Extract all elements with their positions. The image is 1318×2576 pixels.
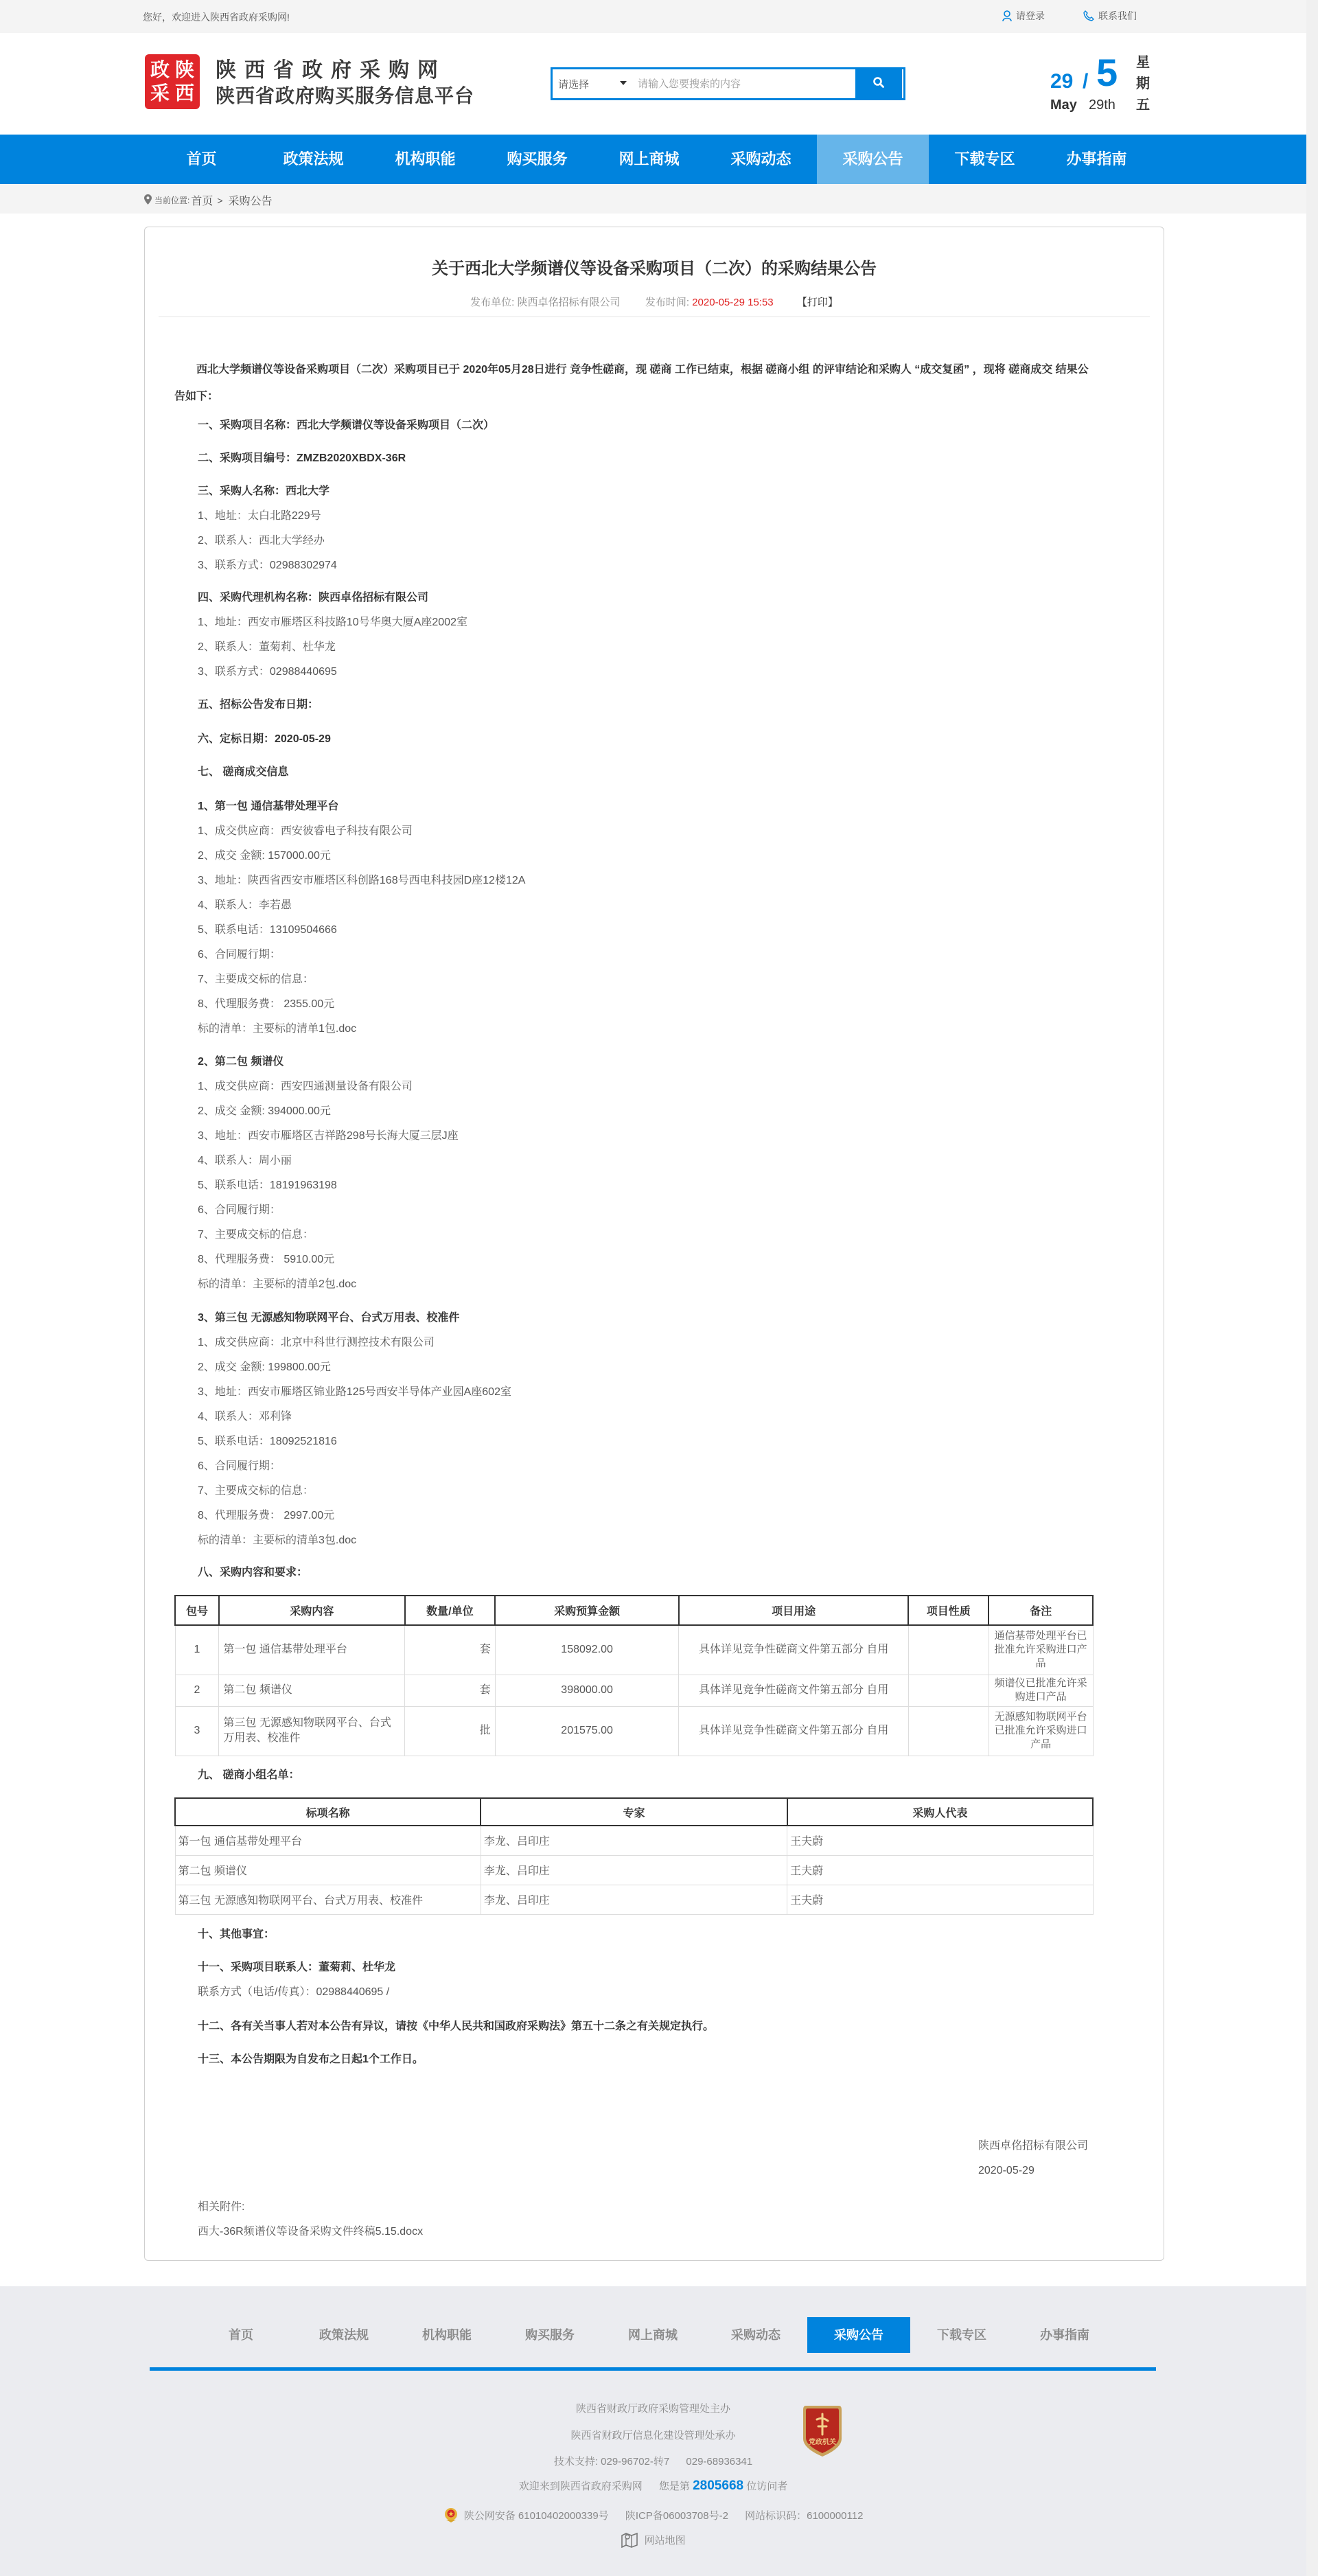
detail-line: 2、联系人：西北大学经办 <box>198 535 325 547</box>
weekday-char: 星 <box>1136 55 1150 70</box>
article-title: 关于西北大学频谱仪等设备采购项目（二次）的采购结果公告 <box>432 260 877 278</box>
breadcrumb-current[interactable]: 采购公告 <box>228 196 273 207</box>
nav-item-guide[interactable]: 办事指南 <box>1066 150 1127 168</box>
intro-paragraph: 西北大学频谱仪等设备采购项目（二次）采购项目已于 2020年05月28日进行 竞争性磋商，现 磋商 工作已结束，根据 磋商小组 的评审结论和采购人 “成交复函” ，现将 磋商成交 结果公告如下： <box>174 364 1089 402</box>
section-heading: 五、招标公告发布日期： <box>198 699 319 711</box>
detail-line: 2、成交 金额: 199800.00元 <box>198 1361 331 1373</box>
table-cell: 王夫蔚 <box>787 1885 1093 1914</box>
section-heading: 二、采购项目编号：ZMZB2020XBDX-36R <box>198 452 406 464</box>
table-cell: 批 <box>405 1706 496 1756</box>
date-month: May <box>1050 97 1077 113</box>
table-cell: 李龙、吕印庄 <box>481 1885 787 1914</box>
footer-welcome: 欢迎来到陕西省政府采购网 <box>518 2481 643 2492</box>
detail-line[interactable]: 标的清单：主要标的清单1包.doc <box>198 1023 357 1035</box>
nav-item-online-mall[interactable]: 网上商城 <box>618 150 680 168</box>
section-heading: 十三、本公告期限为自发布之日起1个工作日。 <box>198 2054 424 2065</box>
column-header: 标项名称 <box>175 1798 481 1826</box>
date-weekday-number: 5 <box>1096 51 1118 94</box>
nav-item-institutions[interactable]: 机构职能 <box>395 150 456 168</box>
section-heading: 十、其他事宜： <box>198 1929 275 1940</box>
visitor-count: 2805668 <box>693 2479 744 2493</box>
nav-item-procurement-notices[interactable]: 采购公告 <box>817 135 929 184</box>
table-cell: 李龙、吕印庄 <box>481 1855 787 1885</box>
table-cell: 具体详见竞争性磋商文件第五部分 自用 <box>679 1625 908 1675</box>
login-link[interactable] <box>1002 9 1045 23</box>
table-cell: 李龙、吕印庄 <box>481 1826 787 1855</box>
table-cell: 王夫蔚 <box>787 1855 1093 1885</box>
table-cell: 套 <box>405 1625 496 1675</box>
table-row <box>175 1885 1093 1914</box>
table-row <box>175 1675 1093 1706</box>
table-header-row <box>175 1596 1093 1625</box>
weekday-char: 五 <box>1136 97 1150 113</box>
detail-line: 4、联系人：李若愚 <box>198 899 292 911</box>
footer-nav-procurement-news[interactable]: 采购动态 <box>731 2328 781 2342</box>
publisher: 陕西卓佲招标有限公司 <box>517 297 621 308</box>
table-cell: 王夫蔚 <box>787 1826 1093 1855</box>
date-weekday <box>1135 52 1151 116</box>
table-row <box>175 1826 1093 1855</box>
badge-text: 党政机关 <box>809 2439 836 2446</box>
search-input[interactable] <box>635 69 855 98</box>
visitor-suffix: 位访问者 <box>746 2481 788 2492</box>
detail-line: 5、联系电话：18092521816 <box>198 1436 337 1447</box>
detail-line: 8、代理服务费： 2997.00元 <box>198 1510 335 1521</box>
detail-line[interactable]: 标的清单：主要标的清单3包.doc <box>198 1534 357 1546</box>
footer-nav-policy[interactable]: 政策法规 <box>319 2328 369 2342</box>
detail-line: 6、合同履行期： <box>198 1460 281 1472</box>
support-label: 技术支持: <box>553 2456 598 2468</box>
column-header: 项目用途 <box>679 1596 908 1625</box>
footer-nav-online-mall[interactable]: 网上商城 <box>628 2328 678 2342</box>
column-header: 采购人代表 <box>787 1798 1093 1826</box>
detail-line: 联系方式（电话/传真）：02988440695 / <box>198 1986 390 1998</box>
table-cell: 第一包 通信基带处理平台 <box>175 1826 481 1855</box>
detail-line: 1、成交供应商：西安彼睿电子科技有限公司 <box>198 825 413 837</box>
section-heading: 2、第二包 频谱仪 <box>198 1056 284 1068</box>
support-phone: 029-68936341 <box>686 2456 753 2468</box>
table-cell <box>908 1625 988 1675</box>
table-header-row <box>175 1798 1093 1826</box>
search-category-value: 请选择 <box>558 78 590 91</box>
section-heading: 十二、各有关当事人若对本公告有异议，请按《中华人民共和国政府采购法》第五十二条之有关规定执行。 <box>198 2021 715 2032</box>
table-row <box>175 1625 1093 1675</box>
date-slash: / <box>1083 70 1089 93</box>
footer-organizer: 陕西省财政厅政府采购管理处主办 <box>575 2403 730 2415</box>
section-heading: 十一、采购项目联系人：董菊莉、杜华龙 <box>198 1962 396 1973</box>
publish-time: 2020-05-29 15:53 <box>692 297 774 308</box>
detail-line: 6、合同履行期： <box>198 1204 281 1216</box>
footer-nav-downloads[interactable]: 下载专区 <box>937 2328 986 2342</box>
site-footer <box>0 2286 1306 2576</box>
user-icon <box>1002 10 1012 21</box>
table-cell: 套 <box>405 1675 496 1706</box>
section-heading: 九、 磋商小组名单： <box>198 1769 300 1781</box>
column-header: 专家 <box>481 1798 787 1826</box>
section-heading: 六、定标日期：2020-05-29 <box>198 733 331 745</box>
section-heading: 3、第三包 无源感知物联网平台、台式万用表、校准件 <box>198 1312 460 1324</box>
article-meta <box>145 295 1164 309</box>
detail-line: 3、联系方式：02988302974 <box>198 560 337 571</box>
main-nav <box>0 135 1306 184</box>
date-display <box>1050 48 1160 124</box>
welcome-text: 您好，欢迎进入陕西省政府采购网! <box>143 12 290 23</box>
procurement-table <box>174 1595 1094 1756</box>
detail-line: 7、主要成交标的信息： <box>198 1485 314 1497</box>
breadcrumb-separator: > <box>217 194 223 206</box>
contact-label: 联系我们 <box>1098 10 1137 21</box>
nav-item-downloads[interactable]: 下载专区 <box>954 150 1015 168</box>
detail-line: 1、成交供应商：北京中科世行测控技术有限公司 <box>198 1337 435 1348</box>
panel-table <box>174 1797 1094 1915</box>
scrollbar[interactable] <box>1306 0 1318 2576</box>
table-row <box>175 1706 1093 1756</box>
section-heading: 1、第一包 通信基带处理平台 <box>198 801 339 812</box>
table-cell: 1 <box>175 1625 219 1675</box>
breadcrumb-bar <box>0 184 1306 214</box>
nav-item-purchase-services[interactable]: 购买服务 <box>507 150 568 168</box>
table-cell <box>908 1706 988 1756</box>
attachments-label: 相关附件: <box>198 2201 245 2213</box>
support-phone: 029-96702-转7 <box>601 2456 670 2468</box>
nav-item-procurement-news[interactable]: 采购动态 <box>730 150 791 168</box>
search-button[interactable] <box>855 69 903 98</box>
detail-line[interactable]: 标的清单：主要标的清单2包.doc <box>198 1278 357 1290</box>
publisher-label: 发布单位: <box>470 297 515 308</box>
breadcrumb <box>144 192 273 208</box>
footer-nav-institutions[interactable]: 机构职能 <box>422 2328 472 2342</box>
table-cell: 具体详见竞争性磋商文件第五部分 自用 <box>679 1706 908 1756</box>
map-icon <box>621 2531 638 2551</box>
caret-down-icon <box>620 81 627 85</box>
publish-time-label: 发布时间: <box>645 297 690 308</box>
table-cell: 第一包 通信基带处理平台 <box>219 1625 405 1675</box>
detail-line: 2、成交 金额: 157000.00元 <box>198 850 331 862</box>
phone-icon <box>1083 10 1094 21</box>
detail-line: 3、联系方式：02988440695 <box>198 666 337 678</box>
detail-line: 7、主要成交标的信息： <box>198 1229 314 1241</box>
column-header: 采购内容 <box>219 1596 405 1625</box>
footer-nav-procurement-notices[interactable]: 采购公告 <box>807 2317 910 2353</box>
detail-line: 1、地址：太白北路229号 <box>198 510 321 522</box>
detail-line: 6、合同履行期： <box>198 949 281 961</box>
site-header <box>0 33 1306 135</box>
site-title: 陕西省政府采购网 <box>216 59 446 82</box>
table-cell: 具体详见竞争性磋商文件第五部分 自用 <box>679 1675 908 1706</box>
footer-nav-home[interactable]: 首页 <box>229 2328 253 2342</box>
detail-line: 3、地址：陕西省西安市雁塔区科创路168号西电科技园D座12楼12A <box>198 875 526 886</box>
table-cell: 第三包 无源感知物联网平台、台式万用表、校准件 <box>175 1885 481 1914</box>
seal-char: 政 <box>150 59 170 80</box>
date-day: 29 <box>1050 70 1074 93</box>
section-heading: 七、 磋商成交信息 <box>198 766 289 778</box>
detail-line: 1、地址：西安市雁塔区科技路10号华奥大厦A座2002室 <box>198 617 467 628</box>
site-logo-seal[interactable] <box>145 54 200 109</box>
footer-support <box>0 2454 1306 2468</box>
site-code: 网站标识码：6100000112 <box>745 2509 864 2522</box>
table-cell: 第三包 无源感知物联网平台、台式万用表、校准件 <box>219 1706 405 1756</box>
detail-line: 3、地址：西安市雁塔区吉祥路298号长海大厦三层J座 <box>198 1130 459 1142</box>
table-cell: 无源感知物联网平台已批准允许采购进口产品 <box>988 1706 1093 1756</box>
contact-link[interactable] <box>1083 9 1137 23</box>
detail-line: 8、代理服务费： 5910.00元 <box>198 1254 335 1265</box>
police-emblem-icon <box>443 2507 459 2526</box>
table-cell: 2 <box>175 1675 219 1706</box>
attachment-link[interactable]: 西大-36R频谱仪等设备采购文件终稿5.15.docx <box>198 2226 424 2238</box>
detail-line: 3、地址：西安市雁塔区锦业路125号西安半导体产业园A座602室 <box>198 1386 511 1398</box>
seal-char: 陕 <box>174 59 194 80</box>
detail-line: 4、联系人：邓利锋 <box>198 1411 292 1423</box>
footer-records <box>0 2507 1306 2526</box>
column-header: 备注 <box>988 1596 1093 1625</box>
footer-divider <box>150 2367 1156 2371</box>
column-header: 采购预算金额 <box>495 1596 679 1625</box>
login-label: 请登录 <box>1016 10 1045 21</box>
footer-nav-guide[interactable]: 办事指南 <box>1040 2328 1089 2342</box>
detail-line: 7、主要成交标的信息： <box>198 974 314 985</box>
detail-line: 2、联系人：董菊莉、杜华龙 <box>198 641 336 653</box>
date-ordinal: 29th <box>1089 97 1115 113</box>
icp-link[interactable]: 陕ICP备06003708号-2 <box>625 2509 728 2522</box>
table-cell: 通信基带处理平台已批准允许采购进口产品 <box>988 1625 1093 1675</box>
column-header: 包号 <box>175 1596 219 1625</box>
detail-line: 1、成交供应商：西安四通测量设备有限公司 <box>198 1081 413 1092</box>
breadcrumb-label: 当前位置: <box>154 196 190 205</box>
print-button[interactable]: 【打印】 <box>796 297 838 308</box>
footer-visitors <box>0 2479 1306 2494</box>
seal-char: 西 <box>174 82 194 104</box>
table-cell <box>908 1675 988 1706</box>
footer-nav-purchase-services[interactable]: 购买服务 <box>525 2328 575 2342</box>
section-heading: 四、采购代理机构名称：陕西卓佲招标有限公司 <box>198 592 429 603</box>
sitemap-label: 网站地图 <box>644 2534 686 2546</box>
seal-char: 采 <box>150 82 170 104</box>
table-row <box>175 1855 1093 1885</box>
footer-sitemap <box>0 2531 1306 2551</box>
table-cell: 398000.00 <box>495 1675 679 1706</box>
table-cell: 201575.00 <box>495 1706 679 1756</box>
table-cell: 频谱仪已批准允许采购进口产品 <box>988 1675 1093 1706</box>
column-header: 数量/单位 <box>405 1596 496 1625</box>
column-header: 项目性质 <box>908 1596 988 1625</box>
detail-line: 8、代理服务费： 2355.00元 <box>198 998 335 1010</box>
nav-item-policy[interactable]: 政策法规 <box>283 150 344 168</box>
footer-undertaker: 陕西省财政厅信息化建设管理处承办 <box>570 2430 736 2441</box>
search-category-select[interactable] <box>553 69 635 98</box>
detail-line: 4、联系人：周小丽 <box>198 1155 292 1166</box>
weekday-char: 期 <box>1136 76 1150 91</box>
article-card <box>144 227 1164 2261</box>
visitor-prefix: 您是第 <box>658 2481 690 2492</box>
site-subtitle: 陕西省政府购买服务信息平台 <box>216 85 475 106</box>
nav-item-home[interactable]: 首页 <box>186 150 217 168</box>
signature-date: 2020-05-29 <box>978 2165 1034 2176</box>
table-cell: 3 <box>175 1706 219 1756</box>
table-cell: 158092.00 <box>495 1625 679 1675</box>
detail-line: 5、联系电话：18191963198 <box>198 1180 337 1191</box>
table-cell: 第二包 频谱仪 <box>219 1675 405 1706</box>
section-heading: 八、采购内容和要求： <box>198 1567 308 1578</box>
table-cell: 第二包 频谱仪 <box>175 1855 481 1885</box>
section-heading: 三、采购人名称：西北大学 <box>198 485 330 497</box>
police-record-link[interactable]: 陕公网安备 61010402000339号 <box>463 2509 609 2522</box>
top-bar <box>0 0 1306 33</box>
detail-line: 5、联系电话：13109504666 <box>198 924 337 936</box>
breadcrumb-home[interactable]: 首页 <box>191 196 213 207</box>
detail-line: 2、成交 金额: 394000.00元 <box>198 1105 331 1117</box>
party-government-badge[interactable] <box>802 2403 843 2458</box>
sitemap-link[interactable] <box>621 2535 685 2546</box>
signature-org: 陕西卓佲招标有限公司 <box>978 2140 1089 2152</box>
location-pin-icon <box>144 194 152 207</box>
search-bar <box>551 67 905 100</box>
search-icon <box>872 76 885 92</box>
section-heading: 一、采购项目名称：西北大学频谱仪等设备采购项目（二次） <box>198 419 495 431</box>
